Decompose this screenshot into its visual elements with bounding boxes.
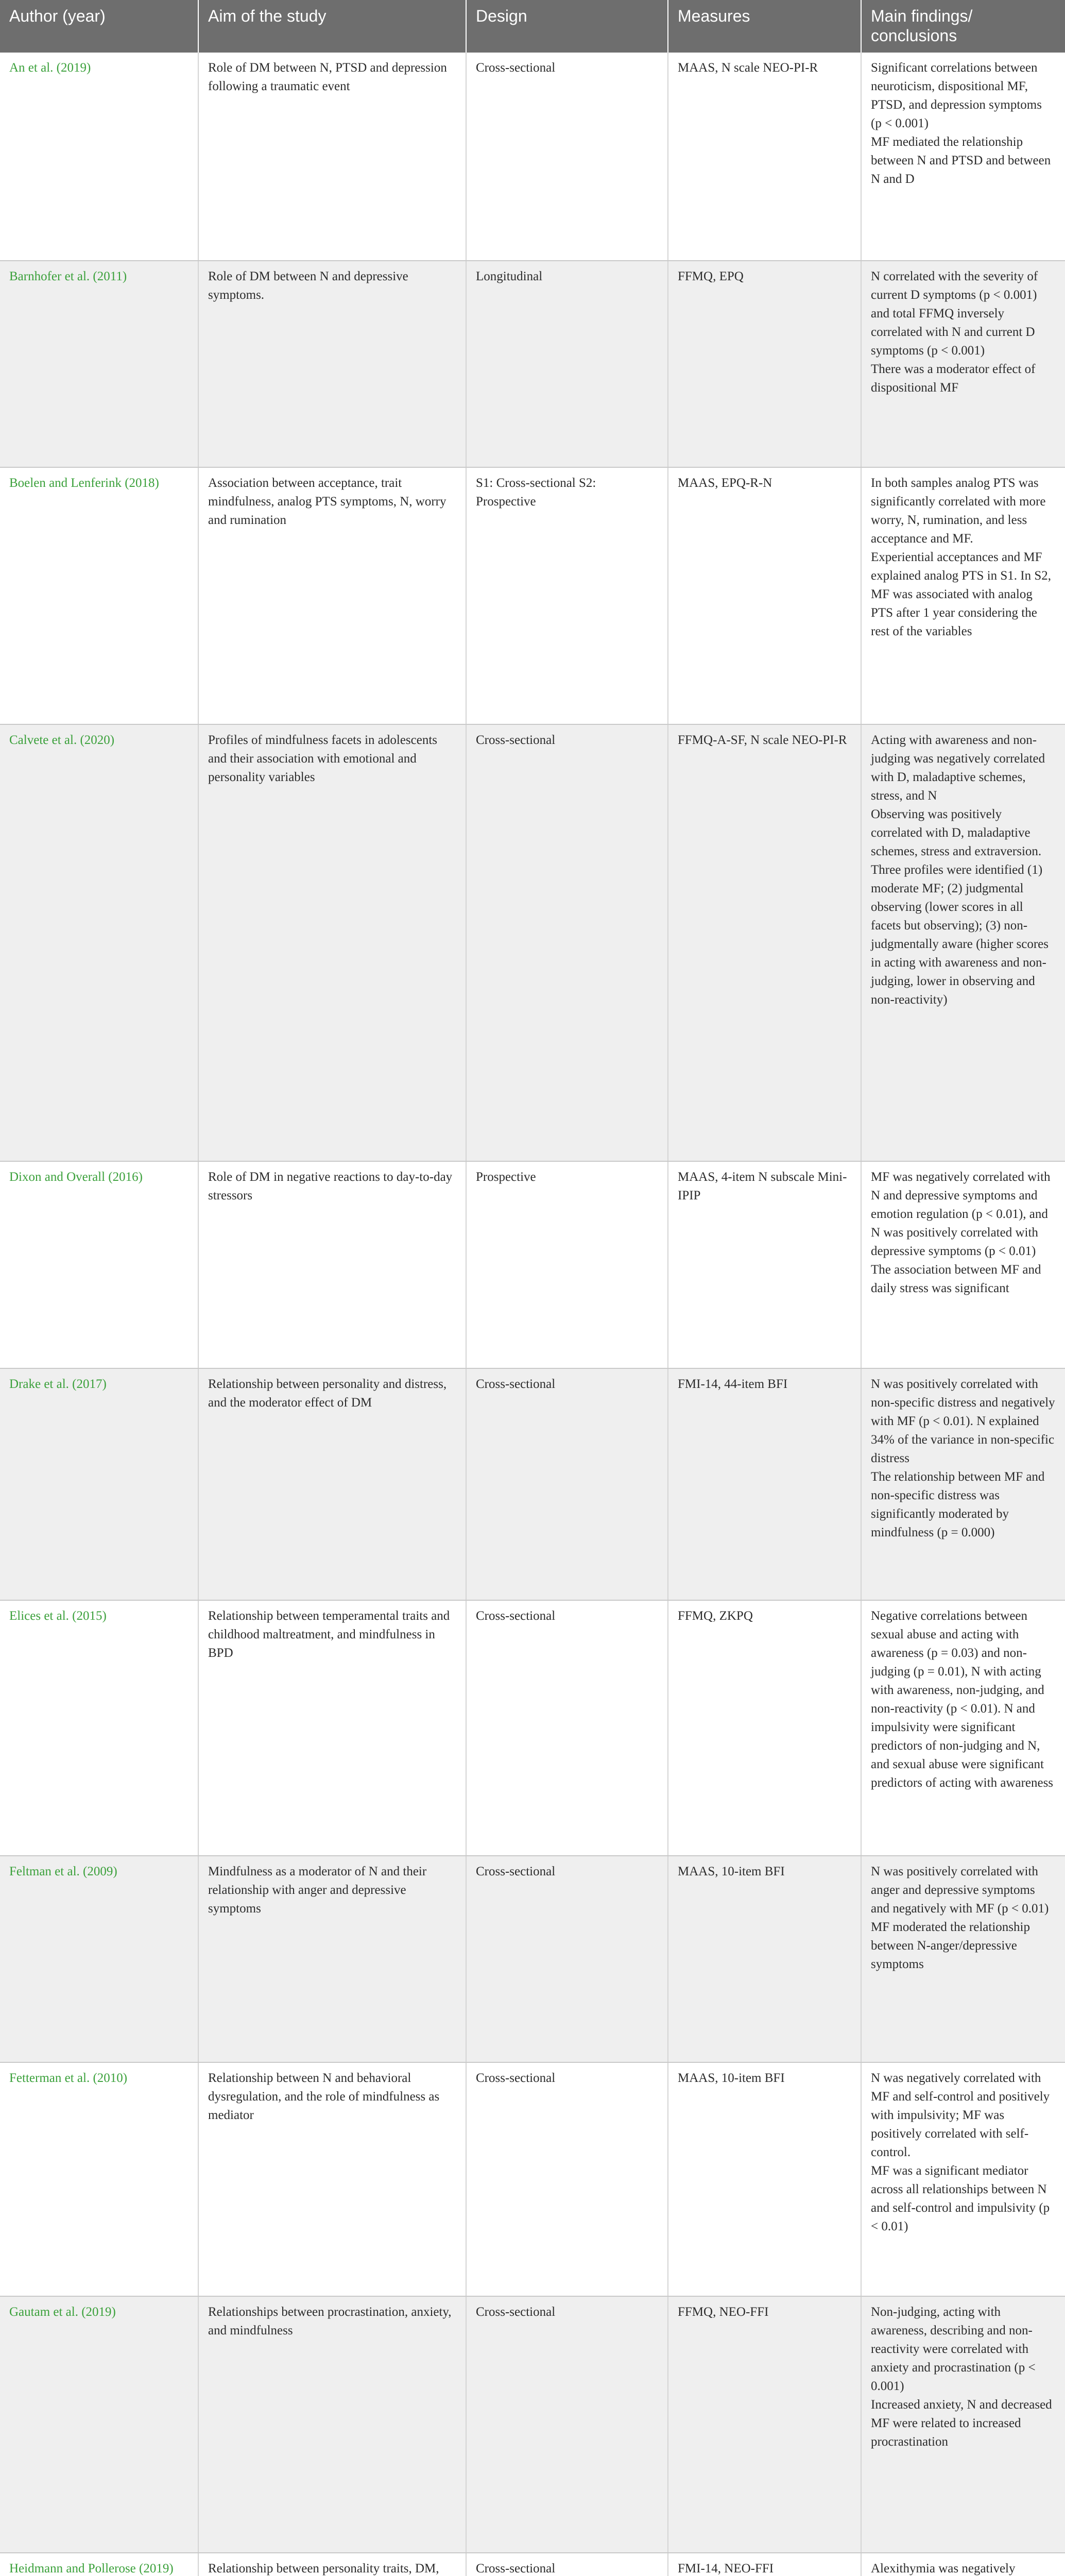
findings-cell — [861, 1368, 1065, 1600]
header-aim: Aim of the study — [198, 0, 466, 53]
table-header — [0, 0, 1065, 53]
finding-text: MF was negatively correlated with N and depressive symptoms and emotion regulation (p < 0.01), and N was positively correlated with depressive symptoms (p < 0.01) — [871, 1170, 1051, 1258]
measures-cell: MAAS, EPQ-R-N — [668, 467, 861, 724]
table-row — [0, 1856, 1065, 2062]
aim-cell: Relationships between procrastination, anxiety, and mindfulness — [198, 2296, 466, 2553]
header-measures: Measures — [668, 0, 861, 53]
finding-text: Experiential acceptances and MF explained analog PTS in S1. In S2, MF was associated with analog PTS after 1 year considering the rest of the variables — [871, 550, 1051, 638]
header-design: Design — [466, 0, 668, 53]
finding-text: MF was a significant mediator across all relationships between N and self-control and impulsivity (p < 0.01) — [871, 2164, 1050, 2233]
finding-text: Observing was positively correlated with D, maladaptive schemes, stress and extraversion. — [871, 807, 1042, 858]
finding-text: In both samples analog PTS was significantly correlated with more worry, N, rumination, and less acceptance and MF. — [871, 476, 1046, 546]
aim-cell: Role of DM between N, PTSD and depression following a traumatic event — [198, 53, 466, 261]
design-cell: Longitudinal — [466, 261, 668, 467]
author-cell[interactable]: Gautam et al. (2019) — [0, 2296, 198, 2553]
measures-cell: FMI-14, NEO-FFI — [668, 2553, 861, 2576]
author-cell[interactable]: An et al. (2019) — [0, 53, 198, 261]
table-row — [0, 2553, 1065, 2576]
finding-text: Acting with awareness and non-judging was negatively correlated with D, maladaptive schemes, stress, and N — [871, 733, 1045, 803]
table-row — [0, 1600, 1065, 1856]
findings-cell — [861, 467, 1065, 724]
finding-text: N correlated with the severity of current D symptoms (p < 0.001) and total FFMQ inversely correlated with N and current D symptoms (p < 0.001) — [871, 269, 1038, 358]
finding-text: Negative correlations between sexual abuse and acting with awareness (p = 0.03) and non-judging (p = 0.01), N with acting with awareness, non-judging, and non-reactivity (p < 0.01). N and impulsivity were significant predictors of non-judging and N, and sexual abuse were significant predictors of acting with awareness — [871, 1609, 1054, 1790]
finding-text: MF mediated the relationship between N and PTSD and between N and D — [871, 135, 1051, 186]
author-cell[interactable]: Drake et al. (2017) — [0, 1368, 198, 1600]
findings-cell — [861, 1856, 1065, 2062]
table-row — [0, 2062, 1065, 2296]
header-findings: Main findings/ conclusions — [861, 0, 1065, 53]
measures-cell: MAAS, 10-item BFI — [668, 1856, 861, 2062]
design-cell: Cross-sectional — [466, 1856, 668, 2062]
finding-text: Significant correlations between neuroticism, dispositional MF, PTSD, and depression symptoms (p < 0.001) — [871, 61, 1042, 130]
table-body — [0, 53, 1065, 2576]
measures-cell: FFMQ, ZKPQ — [668, 1600, 861, 1856]
header-row — [0, 0, 1065, 53]
measures-cell: FMI-14, 44-item BFI — [668, 1368, 861, 1600]
measures-cell: FFMQ, NEO-FFI — [668, 2296, 861, 2553]
table-row — [0, 53, 1065, 261]
author-cell[interactable]: Heidmann and Pollerose (2019) — [0, 2553, 198, 2576]
table-row — [0, 1161, 1065, 1368]
header-author: Author (year) — [0, 0, 198, 53]
finding-text: Alexithymia was negatively — [871, 2562, 1016, 2575]
findings-cell — [861, 1161, 1065, 1368]
measures-cell: MAAS, 10-item BFI — [668, 2062, 861, 2296]
table-row — [0, 2296, 1065, 2553]
finding-text: Three profiles were identified (1) moderate MF; (2) judgmental observing (lower scores in all facets but observing); (3) non-judgmentally aware (higher scores in acting with awareness and non-judging, lower in observing and non-reactivity) — [871, 863, 1049, 1007]
measures-cell: FFMQ-A-SF, N scale NEO-PI-R — [668, 724, 861, 1161]
design-cell: Cross-sectional — [466, 1600, 668, 1856]
finding-text: The association between MF and daily stress was significant — [871, 1263, 1041, 1295]
aim-cell: Relationship between personality and distress, and the moderator effect of DM — [198, 1368, 466, 1600]
finding-text: N was negatively correlated with MF and self-control and positively with impulsivity; MF was positively correlated with self-control. — [871, 2071, 1050, 2159]
author-cell[interactable]: Fetterman et al. (2010) — [0, 2062, 198, 2296]
design-cell: Cross-sectional — [466, 2553, 668, 2576]
findings-cell — [861, 2062, 1065, 2296]
finding-text: N was positively correlated with non-specific distress and negatively with MF (p < 0.01). N explained 34% of the variance in non-specific distress — [871, 1377, 1055, 1465]
author-cell[interactable]: Elices et al. (2015) — [0, 1600, 198, 1856]
author-cell[interactable]: Boelen and Lenferink (2018) — [0, 467, 198, 724]
aim-cell: Relationship between personality traits, DM, — [198, 2553, 466, 2576]
table-row — [0, 261, 1065, 467]
finding-text: Non-judging, acting with awareness, describing and non-reactivity were correlated with anxiety and procrastination (p < 0.001) — [871, 2305, 1036, 2393]
aim-cell: Role of DM in negative reactions to day-to-day stressors — [198, 1161, 466, 1368]
findings-cell — [861, 724, 1065, 1161]
finding-text: MF moderated the relationship between N-anger/depressive symptoms — [871, 1920, 1030, 1971]
findings-cell — [861, 261, 1065, 467]
measures-cell: MAAS, 4-item N subscale Mini-IPIP — [668, 1161, 861, 1368]
design-cell: Cross-sectional — [466, 1368, 668, 1600]
findings-cell — [861, 53, 1065, 261]
aim-cell: Profiles of mindfulness facets in adolescents and their association with emotional and personality variables — [198, 724, 466, 1161]
author-cell[interactable]: Barnhofer et al. (2011) — [0, 261, 198, 467]
findings-cell — [861, 2296, 1065, 2553]
table-row — [0, 724, 1065, 1161]
author-cell[interactable]: Feltman et al. (2009) — [0, 1856, 198, 2062]
aim-cell: Mindfulness as a moderator of N and their relationship with anger and depressive symptoms — [198, 1856, 466, 2062]
author-cell[interactable]: Dixon and Overall (2016) — [0, 1161, 198, 1368]
finding-text: There was a moderator effect of dispositional MF — [871, 362, 1036, 395]
finding-text: N was positively correlated with anger and depressive symptoms and negatively with MF (p < 0.01) — [871, 1865, 1049, 1916]
findings-cell — [861, 2553, 1065, 2576]
measures-cell: MAAS, N scale NEO-PI-R — [668, 53, 861, 261]
aim-cell: Role of DM between N and depressive symptoms. — [198, 261, 466, 467]
aim-cell: Relationship between temperamental traits and childhood maltreatment, and mindfulness in BPD — [198, 1600, 466, 1856]
aim-cell: Association between acceptance, trait mindfulness, analog PTS symptoms, N, worry and rumination — [198, 467, 466, 724]
design-cell: Prospective — [466, 1161, 668, 1368]
table-row — [0, 1368, 1065, 1600]
finding-text: Increased anxiety, N and decreased MF were related to increased procrastination — [871, 2398, 1052, 2449]
findings-cell — [861, 1600, 1065, 1856]
author-cell[interactable]: Calvete et al. (2020) — [0, 724, 198, 1161]
design-cell: Cross-sectional — [466, 724, 668, 1161]
aim-cell: Relationship between N and behavioral dysregulation, and the role of mindfulness as mediator — [198, 2062, 466, 2296]
finding-text: The relationship between MF and non-specific distress was significantly moderated by mindfulness (p = 0.000) — [871, 1470, 1045, 1539]
design-cell: Cross-sectional — [466, 2062, 668, 2296]
design-cell: S1: Cross-sectional S2: Prospective — [466, 467, 668, 724]
design-cell: Cross-sectional — [466, 53, 668, 261]
design-cell: Cross-sectional — [466, 2296, 668, 2553]
measures-cell: FFMQ, EPQ — [668, 261, 861, 467]
table-row — [0, 467, 1065, 724]
